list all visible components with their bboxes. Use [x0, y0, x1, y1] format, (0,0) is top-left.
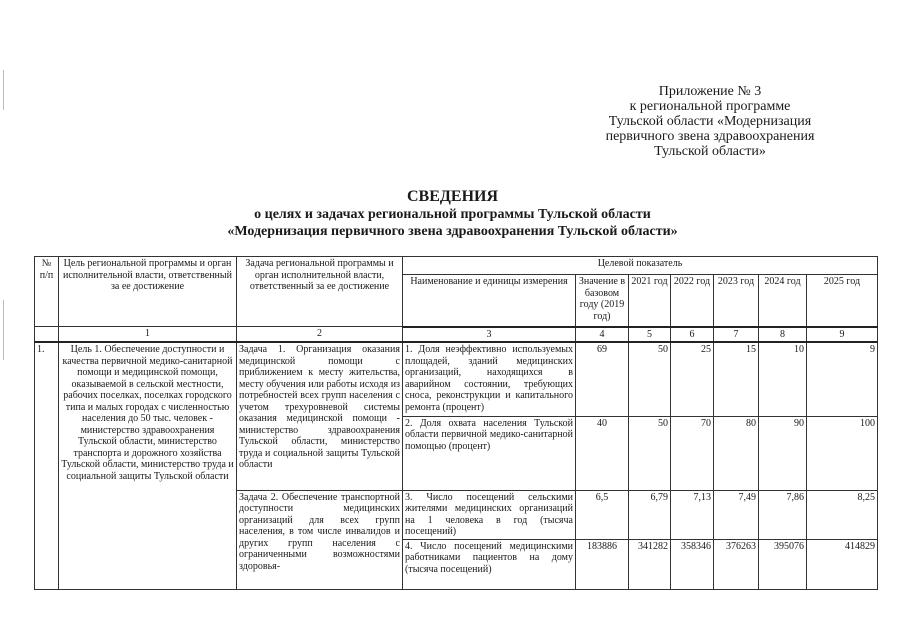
indicator-2021: 341282 [629, 539, 671, 589]
indicator-2022: 7,13 [671, 490, 714, 539]
indicator-2024: 7,86 [759, 490, 807, 539]
col-number: 3 [403, 327, 576, 343]
col-number: 2 [237, 327, 403, 343]
indicator-2025: 8,25 [807, 490, 878, 539]
indicator-2023: 80 [714, 416, 759, 490]
indicator-2023: 15 [714, 342, 759, 416]
task-1-cell: Задача 1. Организация оказания медицинской помощи с приближением к месту жительства, месту обучения или работы исходя из потребностей всех групп населения с учетом трехуровневой системы оказания медицинской помощи - министерство здравоохранения Тульской области, министерство труда и социальной защиты Тульской области [237, 342, 403, 490]
indicator-2023: 7,49 [714, 490, 759, 539]
indicator-2021: 6,79 [629, 490, 671, 539]
annex-line: Тульской области» [654, 144, 766, 159]
indicator-2024: 90 [759, 416, 807, 490]
header-indicator: Наименование и единицы измерения [403, 275, 576, 327]
scan-margin-mark [3, 70, 4, 110]
indicator-2024: 395076 [759, 539, 807, 589]
col-number: 5 [629, 327, 671, 343]
header-task: Задача региональной программы и орган исполнительной власти, ответственный за ее достижение [237, 257, 403, 327]
col-number: 9 [807, 327, 878, 343]
document-subtitle-program: «Модернизация первичного звена здравоохранения Тульской области» [227, 224, 678, 239]
annex-line: к региональной программе [629, 99, 791, 114]
indicator-2022: 358346 [671, 539, 714, 589]
indicator-base: 69 [576, 342, 629, 416]
header-2025: 2025 год [807, 275, 878, 327]
col-number: 7 [714, 327, 759, 343]
annex-line: первичного звена здравоохранения [605, 129, 815, 144]
indicator-2023: 376263 [714, 539, 759, 589]
indicator-2025: 414829 [807, 539, 878, 589]
annex-line: Тульской области «Модернизация [608, 114, 812, 129]
col-number-blank [35, 327, 59, 343]
indicator-2021: 50 [629, 342, 671, 416]
indicator-name: 2. Доля охвата населения Тульской области первичной медико-санитарной помощью (процент) [403, 416, 576, 490]
header-2021: 2021 год [629, 275, 671, 327]
indicator-base: 183886 [576, 539, 629, 589]
header-num: № п/п [35, 257, 59, 327]
indicator-name: 3. Число посещений сельскими жителями медицинских организаций на 1 человека в год (тысяча посещений) [403, 490, 576, 539]
table-row [35, 342, 878, 416]
annex-line: Приложение № 3 [658, 84, 762, 99]
col-number: 8 [759, 327, 807, 343]
header-2022: 2022 год [671, 275, 714, 327]
header-base: Значение в базовом году (2019 год) [576, 275, 629, 327]
header-target: Целевой показатель [403, 257, 878, 275]
header-2023: 2023 год [714, 275, 759, 327]
document-title: СВЕДЕНИЯ [406, 188, 499, 205]
col-number: 4 [576, 327, 629, 343]
indicator-2024: 10 [759, 342, 807, 416]
col-number: 6 [671, 327, 714, 343]
document-subtitle: о целях и задачах региональной программы Тульской области [254, 207, 651, 222]
indicator-2025: 100 [807, 416, 878, 490]
indicator-name: 1. Доля неэффективно используемых площадей, зданий медицинских организаций, находящихся в аварийном состоянии, требующих сноса, реконструкции и капитального ремонта (процент) [403, 342, 576, 416]
indicator-2021: 50 [629, 416, 671, 490]
scan-margin-mark [3, 300, 4, 360]
header-goal: Цель региональной программы и орган исполнительной власти, ответственный за ее достижение [59, 257, 237, 327]
indicator-base: 6,5 [576, 490, 629, 539]
indicator-2022: 70 [671, 416, 714, 490]
goal-cell: Цель 1. Обеспечение доступности и качества первичной медико-санитарной помощи и медицинской помощи, оказываемой в сельской местности, рабочих поселках, поселках городского типа и малых городах с численностью населения до 50 тыс. человек - министерство здравоохранения Тульской области, министерство транспорта и дорожного хозяйства Тульской области, министерство труда и социальной защиты Тульской области [59, 342, 237, 589]
indicator-2022: 25 [671, 342, 714, 416]
indicator-name: 4. Число посещений медицинскими работниками пациентов на дому (тысяча посещений) [403, 539, 576, 589]
annex-block [560, 84, 860, 159]
row-number: 1. [35, 342, 59, 589]
goals-table [34, 256, 878, 590]
header-2024: 2024 год [759, 275, 807, 327]
indicator-2025: 9 [807, 342, 878, 416]
indicator-base: 40 [576, 416, 629, 490]
task-2-cell: Задача 2. Обеспечение транспортной доступности медицинских организаций для всех групп населения, в том числе инвалидов и других групп населения с ограниченными возможностями здоровья- [237, 490, 403, 589]
col-number: 1 [59, 327, 237, 343]
